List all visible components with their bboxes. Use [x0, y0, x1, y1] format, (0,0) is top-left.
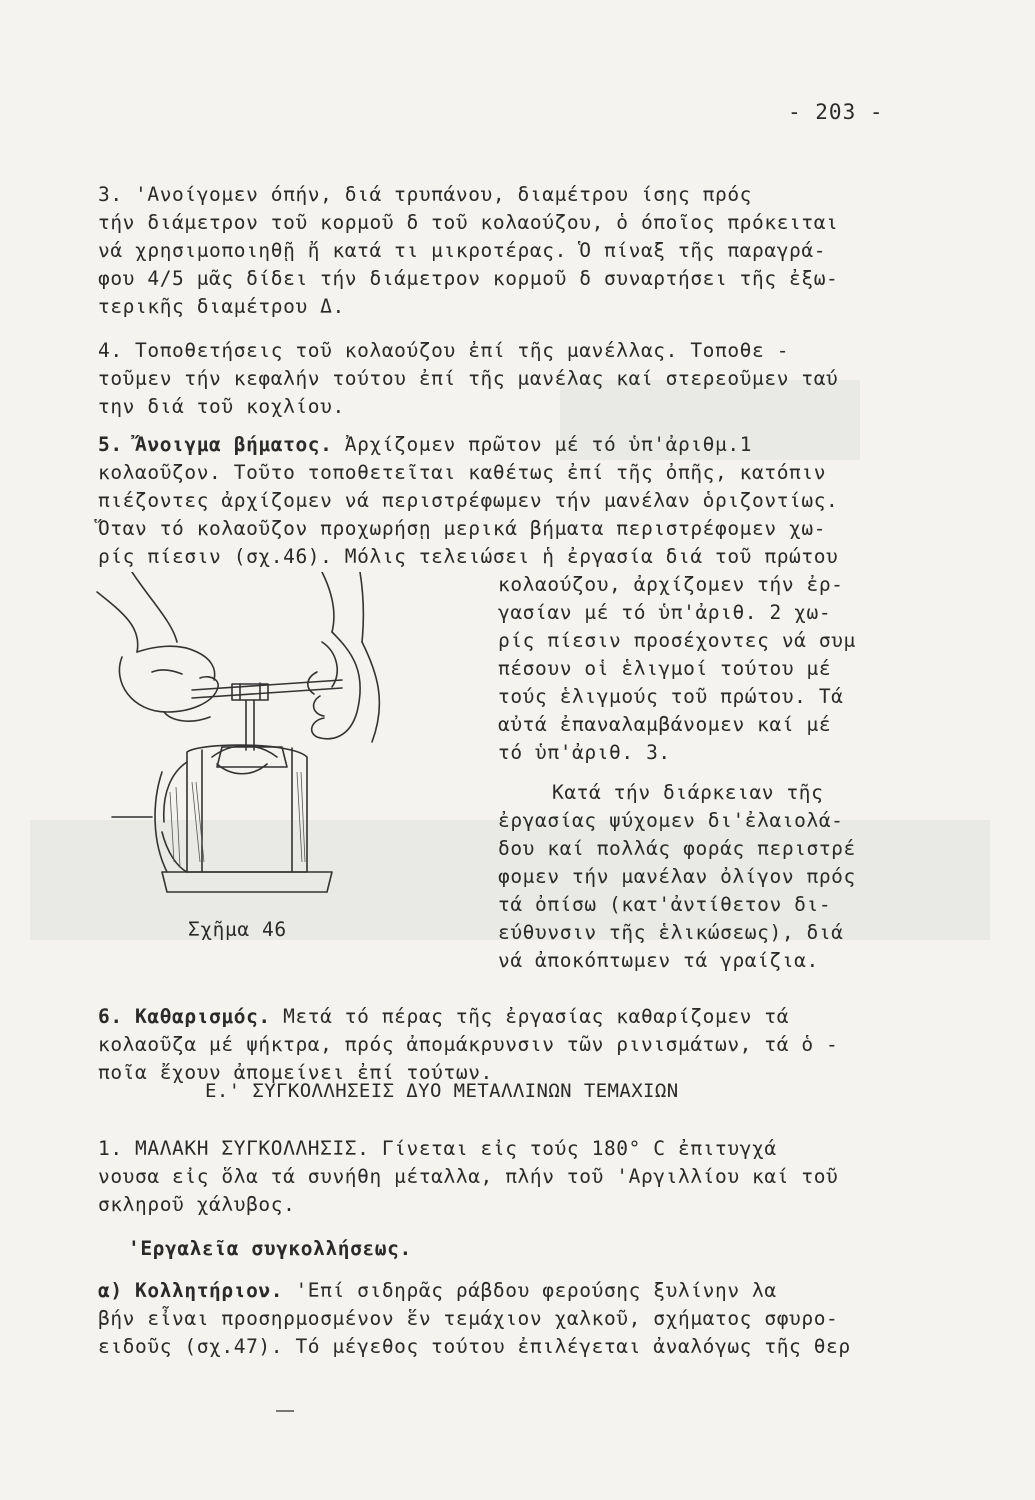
paragraph-5-column-line-1: κολαούζου, ἀρχίζομεν τήν ἐρ- [498, 573, 844, 596]
soft-soldering-line-1: 1. ΜΑΛΑΚΗ ΣΥΓΚΟΛΛΗΣΙΣ. Γίνεται εἰς τούς 180° C ἐπιτυγχά [98, 1137, 777, 1160]
paragraph-5-column-line-5: τούς ἑλιγμούς τοῦ πρώτου. Τά [498, 685, 844, 708]
paragraph-5-column-line-6: αὐτά ἐπαναλαμβάνομεν καί μέ [498, 713, 832, 736]
page-number: - 203 - [788, 100, 884, 124]
soldering-iron-line-2: βήν εἶναι προσηρμοσμένον ἕν τεμάχιον χαλκοῦ, σχήματος σφυρο- [98, 1307, 839, 1330]
soft-soldering-line-2: νουσα εἰς ὅλα τά συνήθη μέταλλα, πλήν τοῦ 'Αργιλλίου καί τοῦ [98, 1165, 839, 1188]
paragraph-cooling-line-6: εύθυνσιν τῆς ἑλικώσεως), διά [498, 921, 844, 944]
soldering-iron-line-1 [98, 1278, 777, 1304]
paragraph-6-line-1-text: Μετά τό πέρας τῆς ἐργασίας καθαρίζομεν τά [270, 1005, 790, 1028]
soft-soldering-line-3: σκληροῦ χάλυβος. [98, 1193, 296, 1216]
paragraph-4-line-2: τοῦμεν τήν κεφαλήν τούτου ἐπί τῆς μανέλας καί στερεοῦμεν ταύ [98, 367, 839, 390]
paragraph-6-line-2: κολαοῦζα μέ ψήκτρα, πρός ἀπομάκρυνσιν τῶν ρινισμάτων, τά ὁ - [98, 1033, 839, 1056]
paragraph-3-line-4: φου 4/5 μᾶς δίδει τήν διάμετρον κορμοῦ δ συναρτήσει τῆς ἐξω- [98, 267, 839, 290]
paragraph-5-column-line-7: τό ὑπ'ἀριθ. 3. [498, 741, 671, 764]
paragraph-5-heading: 5. Ἄνοιγμα βήματος. [98, 433, 333, 456]
figure-46-caption: Σχῆμα 46 [188, 918, 287, 941]
soldering-iron-line-3: ειδοῦς (σχ.47). Τό μέγεθος τούτου ἐπιλέγεται ἀναλόγως τῆς θερ [98, 1335, 851, 1358]
paragraph-cooling-line-7: νά ἀποκόπτωμεν τά γραίζια. [498, 949, 819, 972]
paragraph-3-line-3: νά χρησιμοποιηθῇ ἤ κατά τι μικροτέρας. Ὁ πίναξ τῆς παραγρά- [98, 239, 827, 262]
paragraph-4-line-3: την διά τοῦ κοχλίου. [98, 395, 345, 418]
paragraph-5-line-4: Ὅταν τό κολαοῦζον προχωρήσῃ μερικά βήματα περιστρέφομεν χω- [98, 517, 827, 540]
paragraph-4-line-1: 4. Τοποθετήσεις τοῦ κολαούζου ἐπί τῆς μανέλλας. Τοποθε - [98, 339, 790, 362]
paragraph-5-line-1-text: Ἀρχίζομεν πρῶτον μέ τό ὑπ'ἀριθμ.1 [332, 433, 753, 456]
paragraph-3-line-1: 3. 'Ανοίγομεν όπήν, διά τρυπάνου, διαμέτρου ίσης πρός [98, 183, 753, 206]
paragraph-5-line-2: κολαοῦζον. Τοῦτο τοποθετεῖται καθέτως ἐπί τῆς ὀπῆς, κατόπιν [98, 461, 827, 484]
paragraph-cooling-line-2: ἐργασίας ψύχομεν δι'ἐλαιολά- [498, 809, 844, 832]
paragraph-5-line-5: ρίς πίεσιν (σχ.46). Μόλις τελειώσει ἡ ἐργασία διά τοῦ πρώτου [98, 545, 839, 568]
paragraph-5-line-3: πιέζοντες ἀρχίζομεν νά περιστρέφωμεν τήν μανέλαν ὁριζοντίως. [98, 489, 839, 512]
paragraph-5-column-line-4: πέσουν οἱ ἑλιγμοί τούτου μέ [498, 657, 832, 680]
paragraph-6-line-3: ποῖα ἔχουν ἀπομείνει ἐπί τούτων. [98, 1061, 493, 1084]
paragraph-5-line-1 [98, 432, 752, 458]
paragraph-cooling-line-1: Κατά τήν διάρκειαν τῆς [552, 781, 824, 804]
paragraph-cooling-line-3: δου καί πολλάς φοράς περιστρέ [498, 837, 856, 860]
paragraph-5-column-line-3: ρίς πίεσιν προσέχοντες νά συμ [498, 629, 856, 652]
paragraph-6-heading: 6. Καθαρισμός. [98, 1005, 271, 1028]
stray-mark [276, 1410, 294, 1412]
paragraph-5-column-line-2: γασίαν μέ τό ὑπ'ἀριθ. 2 χω- [498, 601, 832, 624]
paragraph-3-line-2: τήν διάμετρον τοῦ κορμοῦ δ τοῦ κολαούζου, ὁ όποῖος πρόκειται [98, 211, 839, 234]
section-heading: Ε.' ΣΥΓΚΟΛΛΗΣΕΙΣ ΔΥΟ ΜΕΤΑΛΛΙΝΩΝ ΤΕΜΑΧΙΩΝ [205, 1080, 679, 1102]
soldering-iron-heading: α) Κολλητήριον. [98, 1279, 284, 1302]
figure-46-illustration [92, 572, 482, 902]
paragraph-cooling-line-5: τά ὀπίσω (κατ'ἀντίθετον δι- [498, 893, 832, 916]
paragraph-3-line-5: τερικῆς διαμέτρου Δ. [98, 295, 345, 318]
paragraph-cooling-line-4: φομεν τήν μανέλαν ὀλίγον πρός [498, 865, 856, 888]
soldering-iron-line-1-text: 'Επί σιδηρᾶς ράβδου φερούσης ξυλίνην λα [283, 1279, 777, 1302]
paragraph-6-line-1 [98, 1004, 789, 1030]
tools-heading: 'Εργαλεῖα συγκολλήσεως. [128, 1237, 412, 1260]
